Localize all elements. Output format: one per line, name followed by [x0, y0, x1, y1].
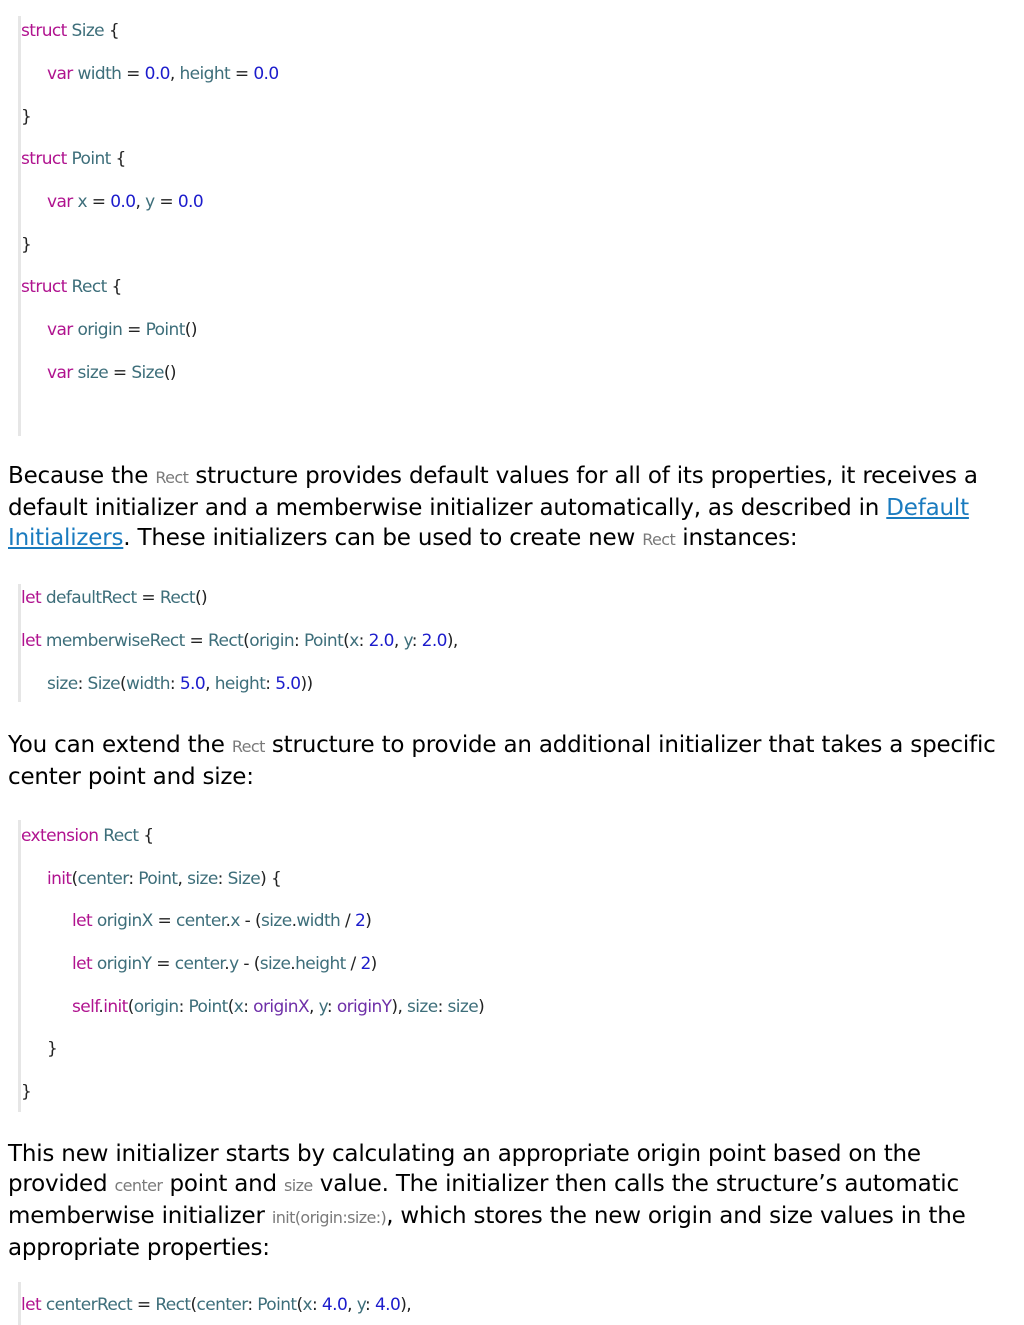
number-token: 5.0: [179, 674, 206, 694]
punctuation-token: ),: [391, 997, 408, 1017]
identifier-token: origin: [133, 997, 179, 1017]
number-token: 2.0: [368, 631, 394, 651]
identifier-token: size: [47, 674, 78, 694]
type-token: Size: [227, 869, 261, 889]
punctuation-token: }: [21, 235, 32, 255]
punctuation-token: (: [227, 997, 234, 1017]
punctuation-token: =: [152, 911, 176, 931]
punctuation-token: =: [122, 320, 146, 340]
punctuation-token: :: [128, 869, 139, 889]
punctuation-token: :: [178, 997, 189, 1017]
identifier-token: size: [447, 997, 479, 1017]
identifier-token: y: [403, 631, 412, 651]
punctuation-token: ) {: [260, 869, 282, 889]
type-token: Size: [87, 674, 120, 694]
punctuation-token: (: [190, 1295, 197, 1315]
paragraph-text: [8, 1139, 1018, 1263]
type-token: Point: [188, 997, 228, 1017]
keyword-token: let: [21, 631, 46, 651]
punctuation-token: {: [138, 826, 154, 846]
punctuation-token: (: [71, 869, 78, 889]
type-token: Point: [257, 1295, 297, 1315]
text-run: This new initializer starts by calculating an appropriate origin point based on the provided: [8, 1141, 921, 1197]
identifier-token: y: [318, 997, 327, 1017]
identifier-token: y: [145, 192, 155, 212]
default-initializers-link[interactable]: Default Initializers: [8, 495, 969, 551]
number-token: 2: [354, 911, 366, 931]
punctuation-token: - (: [238, 954, 260, 974]
identifier-token: height: [295, 954, 346, 974]
punctuation-token: :: [217, 869, 228, 889]
identifier-token: originY: [96, 954, 152, 974]
punctuation-token: (): [163, 363, 176, 383]
punctuation-token: /: [340, 911, 355, 931]
identifier-token: x: [302, 1295, 312, 1315]
punctuation-token: ,: [135, 192, 146, 212]
number-token: 2: [360, 954, 371, 974]
code-line: [47, 191, 203, 213]
type-token: Rect: [159, 588, 195, 608]
punctuation-token: :: [311, 1295, 322, 1315]
function-token: originY: [336, 997, 392, 1017]
identifier-token: size: [77, 363, 109, 383]
punctuation-token: ,: [177, 869, 188, 889]
punctuation-token: .: [225, 911, 231, 931]
punctuation-token: (: [296, 1295, 303, 1315]
identifier-token: center: [77, 869, 129, 889]
code-line: [72, 996, 484, 1018]
punctuation-token: ,: [347, 1295, 357, 1315]
code-line: [21, 106, 31, 128]
number-token: 4.0: [321, 1295, 348, 1315]
number-token: 2.0: [421, 631, 447, 651]
number-token: 5.0: [275, 674, 301, 694]
keyword-token: init: [103, 997, 128, 1017]
code-line: [21, 1081, 31, 1103]
punctuation-token: :: [411, 631, 422, 651]
punctuation-token: :: [358, 631, 369, 651]
code-line: [21, 630, 458, 652]
keyword-token: self: [72, 997, 99, 1017]
inline-code: size: [284, 1176, 313, 1195]
text-run: . These initializers can be used to create new: [123, 525, 643, 551]
identifier-token: origin: [249, 631, 294, 651]
identifier-token: width: [126, 674, 170, 694]
keyword-token: var: [47, 363, 78, 383]
punctuation-token: =: [108, 363, 132, 383]
inline-code: Rect: [642, 530, 676, 549]
identifier-token: originX: [96, 911, 153, 931]
code-line: [47, 1038, 57, 1060]
identifier-token: size: [259, 954, 291, 974]
code-line: [47, 868, 281, 890]
code-line: [47, 319, 197, 341]
keyword-token: var: [47, 192, 78, 212]
inline-code: center: [114, 1176, 163, 1195]
punctuation-token: ,: [205, 674, 215, 694]
punctuation-token: :: [265, 674, 276, 694]
keyword-token: var: [47, 320, 78, 340]
punctuation-token: .: [224, 954, 230, 974]
code-line: [47, 673, 313, 695]
punctuation-token: ),: [400, 1295, 412, 1315]
keyword-token: let: [72, 911, 97, 931]
identifier-token: height: [214, 674, 266, 694]
code-block-center-rect: [18, 1282, 1001, 1325]
type-token: Point: [145, 320, 185, 340]
paragraph-text: [8, 730, 1018, 792]
punctuation-token: }: [47, 1039, 58, 1059]
keyword-token: struct: [21, 277, 72, 297]
number-token: 0.0: [144, 64, 170, 84]
identifier-token: y: [356, 1295, 366, 1315]
identifier-token: size: [261, 911, 292, 931]
identifier-token: size: [187, 869, 218, 889]
punctuation-token: {: [104, 21, 120, 41]
punctuation-token: ,: [309, 997, 319, 1017]
punctuation-token: (: [120, 674, 127, 694]
punctuation-token: (): [184, 320, 197, 340]
punctuation-token: /: [345, 954, 361, 974]
code-line: [21, 148, 126, 170]
number-token: 4.0: [374, 1295, 401, 1315]
code-line: [72, 953, 377, 975]
code-line: [21, 587, 207, 609]
punctuation-token: (: [127, 997, 134, 1017]
punctuation-token: .: [98, 997, 104, 1017]
code-line: [21, 825, 153, 847]
punctuation-token: ): [365, 911, 372, 931]
identifier-token: size: [407, 997, 438, 1017]
punctuation-token: :: [365, 1295, 375, 1315]
code-line: [47, 362, 176, 384]
identifier-token: height: [179, 64, 231, 84]
code-line: [21, 276, 122, 298]
text-run: You can extend the: [8, 732, 232, 758]
type-token: Rect: [103, 826, 139, 846]
punctuation-token: =: [151, 954, 175, 974]
type-token: Point: [71, 149, 111, 169]
text-run: instances:: [675, 525, 798, 551]
punctuation-token: :: [294, 631, 304, 651]
type-token: Size: [71, 21, 105, 41]
punctuation-token: }: [21, 1082, 32, 1102]
type-token: Size: [131, 363, 164, 383]
punctuation-token: ): [478, 997, 485, 1017]
identifier-token: memberwiseRect: [45, 631, 185, 651]
identifier-token: centerRect: [45, 1295, 133, 1315]
punctuation-token: ,: [169, 64, 180, 84]
code-block-structs: [18, 16, 1001, 436]
text-run: value. The initializer then calls the structure’s automatic memberwise initializer: [8, 1171, 959, 1229]
identifier-token: center: [196, 1295, 248, 1315]
code-line: [72, 910, 371, 932]
punctuation-token: :: [169, 674, 180, 694]
keyword-token: init: [47, 869, 72, 889]
type-token: Point: [138, 869, 178, 889]
punctuation-token: (: [243, 631, 250, 651]
type-token: Rect: [71, 277, 107, 297]
identifier-token: width: [296, 911, 341, 931]
punctuation-token: (): [195, 588, 208, 608]
punctuation-token: )): [300, 674, 313, 694]
identifier-token: defaultRect: [45, 588, 137, 608]
type-token: Rect: [208, 631, 244, 651]
paragraph-default-initializers: [8, 461, 1018, 555]
number-token: 0.0: [110, 192, 136, 212]
punctuation-token: :: [243, 997, 254, 1017]
identifier-token: width: [77, 64, 122, 84]
text-run: Because the: [8, 463, 156, 489]
identifier-token: y: [229, 954, 239, 974]
inline-code: Rect: [231, 737, 265, 756]
identifier-token: center: [174, 954, 225, 974]
paragraph-initializer-explanation: [8, 1139, 1018, 1263]
keyword-token: let: [21, 588, 46, 608]
punctuation-token: (: [343, 631, 350, 651]
punctuation-token: =: [184, 631, 209, 651]
punctuation-token: =: [230, 64, 254, 84]
paragraph-text: [8, 461, 1018, 555]
punctuation-token: ,: [393, 631, 404, 651]
keyword-token: struct: [21, 149, 72, 169]
punctuation-token: .: [291, 911, 297, 931]
punctuation-token: :: [247, 1295, 258, 1315]
number-token: 0.0: [253, 64, 279, 84]
inline-code: Rect: [155, 468, 189, 487]
text-run: , which stores the new origin and size values in the appropriate properties:: [8, 1203, 966, 1261]
text-run: structure to provide an additional initializer that takes a specific center point and size:: [8, 732, 996, 790]
text-run: point and: [162, 1171, 285, 1197]
punctuation-token: =: [121, 64, 145, 84]
code-line: [21, 20, 119, 42]
type-token: Point: [303, 631, 344, 651]
punctuation-token: .: [290, 954, 296, 974]
punctuation-token: :: [326, 997, 337, 1017]
identifier-token: origin: [77, 320, 123, 340]
punctuation-token: :: [437, 997, 448, 1017]
code-block-extension: [18, 820, 1001, 1112]
function-token: originX: [253, 997, 310, 1017]
identifier-token: x: [77, 192, 87, 212]
punctuation-token: ),: [446, 631, 458, 651]
punctuation-token: {: [110, 149, 126, 169]
punctuation-token: =: [154, 192, 178, 212]
punctuation-token: :: [77, 674, 88, 694]
type-token: Rect: [155, 1295, 191, 1315]
code-block-rect-instances: [18, 584, 1001, 702]
identifier-token: center: [175, 911, 226, 931]
punctuation-token: {: [106, 277, 122, 297]
keyword-token: struct: [21, 21, 72, 41]
punctuation-token: }: [21, 107, 32, 127]
identifier-token: x: [349, 631, 359, 651]
keyword-token: let: [21, 1295, 46, 1315]
inline-code: init(origin:size:): [271, 1208, 387, 1227]
keyword-token: let: [72, 954, 97, 974]
punctuation-token: =: [132, 1295, 156, 1315]
identifier-token: x: [230, 911, 240, 931]
keyword-token: extension: [21, 826, 104, 846]
code-line: [21, 234, 31, 256]
punctuation-token: ): [370, 954, 377, 974]
keyword-token: var: [47, 64, 78, 84]
punctuation-token: =: [86, 192, 111, 212]
identifier-token: x: [233, 997, 244, 1017]
number-token: 0.0: [177, 192, 204, 212]
punctuation-token: - (: [239, 911, 261, 931]
code-line: [47, 63, 279, 85]
punctuation-token: =: [136, 588, 160, 608]
paragraph-extend-rect: [8, 730, 1018, 792]
code-line: [21, 1294, 411, 1316]
text-run: structure provides default values for all of its properties, it receives a default initializer and a memberwise initializer automatically, as described in: [8, 463, 978, 521]
